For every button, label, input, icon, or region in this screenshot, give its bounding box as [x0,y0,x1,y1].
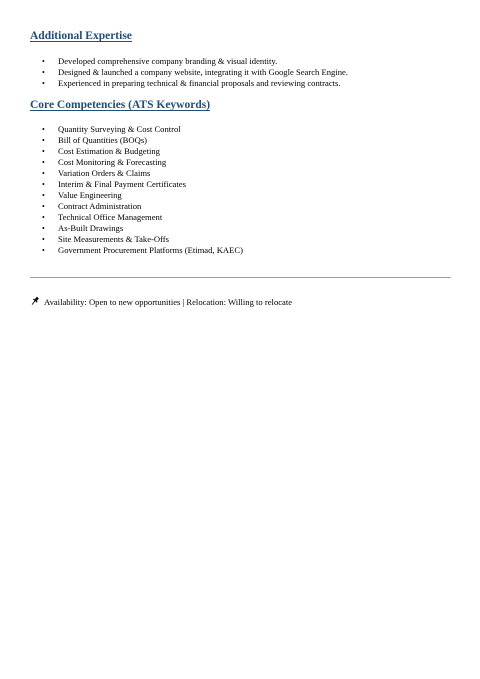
availability-text: Availability: Open to new opportunities | Relocation: Willing to relocate [44,297,293,307]
availability-line [30,296,292,308]
list-item [42,190,243,201]
bullet-icon: • [42,213,45,222]
list-item [42,212,243,223]
bullet-icon: • [42,57,45,66]
horizontal-divider [30,277,451,278]
bullet-icon: • [42,158,45,167]
pushpin-icon [30,296,40,306]
list-item [42,78,348,89]
additional-expertise-list [42,56,348,89]
list-item-text: Bill of Quantities (BOQs) [58,135,148,145]
list-item [42,234,243,245]
core-competencies-heading: Core Competencies (ATS Keywords) [30,99,211,111]
list-item-text: As-Built Drawings [58,223,124,233]
bullet-icon: • [42,125,45,134]
bullet-icon: • [42,246,45,255]
list-item-text: Cost Monitoring & Forecasting [58,157,167,167]
bullet-icon: • [42,202,45,211]
core-competencies-list [42,124,243,256]
list-item-text: Developed comprehensive company branding & visual identity. [58,56,278,66]
bullet-icon: • [42,136,45,145]
list-item-text: Value Engineering [58,190,122,200]
bullet-icon: • [42,147,45,156]
list-item [42,135,243,146]
bullet-icon: • [42,169,45,178]
bullet-icon: • [42,68,45,77]
list-item [42,146,243,157]
bullet-icon: • [42,224,45,233]
bullet-icon: • [42,79,45,88]
list-item-text: Site Measurements & Take-Offs [58,234,170,244]
list-item-text: Government Procurement Platforms (Etimad, KAEC) [58,245,243,255]
list-item [42,67,348,78]
list-item-text: Variation Orders & Claims [58,168,151,178]
list-item [42,157,243,168]
list-item [42,223,243,234]
list-item-text: Designed & launched a company website, integrating it with Google Search Engine. [58,67,348,77]
list-item-text: Cost Estimation & Budgeting [58,146,160,156]
list-item-text: Technical Office Management [58,212,163,222]
bullet-icon: • [42,191,45,200]
bullet-icon: • [42,180,45,189]
list-item [42,56,348,67]
list-item [42,245,243,256]
list-item [42,124,243,135]
list-item [42,168,243,179]
list-item-text: Experienced in preparing technical & financial proposals and reviewing contracts. [58,78,341,88]
list-item [42,179,243,190]
list-item-text: Interim & Final Payment Certificates [58,179,186,189]
additional-expertise-heading: Additional Expertise [30,30,132,42]
list-item [42,201,243,212]
list-item-text: Contract Administration [58,201,142,211]
bullet-icon: • [42,235,45,244]
list-item-text: Quantity Surveying & Cost Control [58,124,181,134]
